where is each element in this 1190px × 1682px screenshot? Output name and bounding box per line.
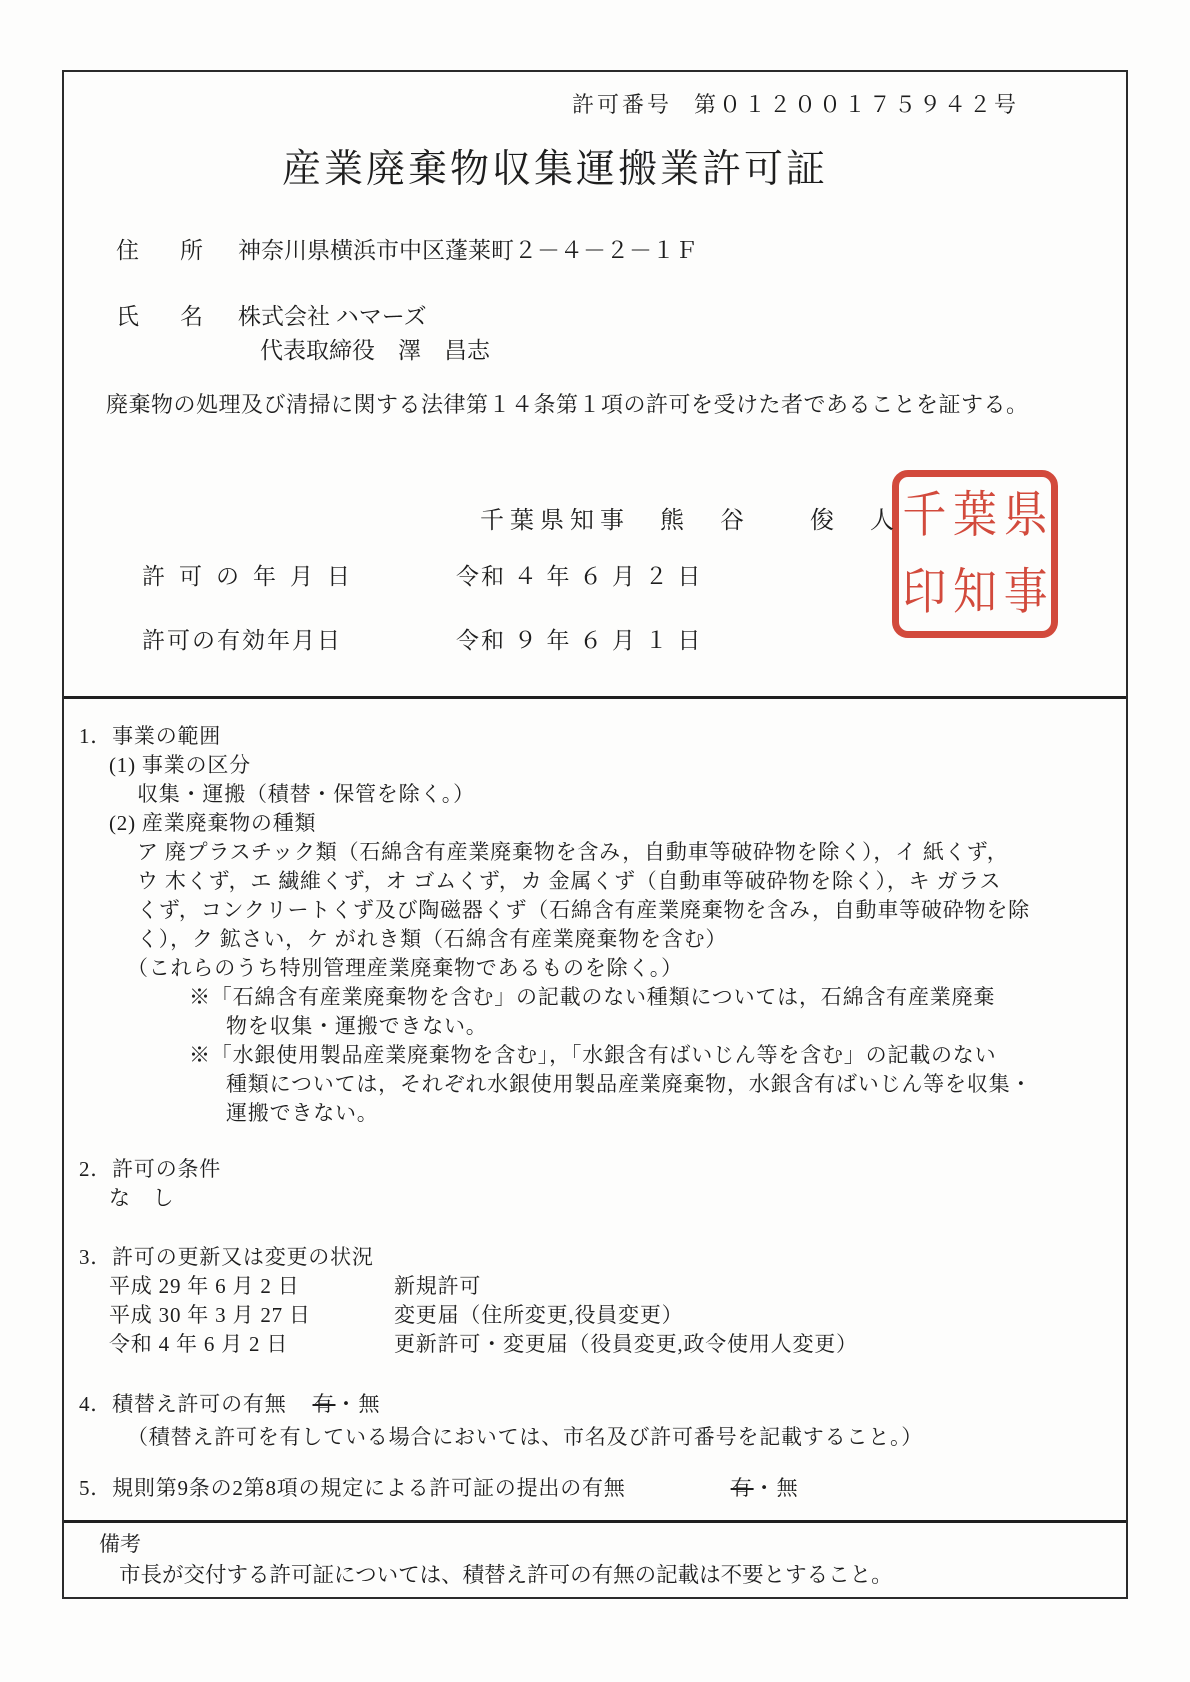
section-business-scope [66, 722, 1124, 1128]
waste-kinds-line: く），ク 鉱さい，ケ がれき類（石綿含有産業廃棄物を含む） [137, 927, 728, 951]
section-divider-top [64, 696, 1126, 699]
section-renewal-history [66, 1243, 1124, 1359]
expiry-date-value: 令和 ９ 年 ６ 月 １ 日 [456, 628, 703, 653]
section3-heading: 3．許可の更新又は変更の状況 [79, 1245, 374, 1269]
section2-heading: 2．許可の条件 [79, 1157, 222, 1181]
waste-kinds-line: ウ 木くず，エ 繊維くず，オ ゴムくず，カ 金属くず（自動車等破砕物を除く），キ ガラス [137, 869, 1002, 893]
waste-kinds-line: くず，コンクリートくず及び陶磁器くず（石綿含有産業廃棄物を含み，自動車等破砕物を除 [137, 898, 1030, 922]
mercury-note-line: 種類については，それぞれ水銀使用製品産業廃棄物，水銀含有ばいじん等を収集・ [226, 1072, 1033, 1096]
section4-note: （積替え許可を有している場合においては、市名及び許可番号を記載すること。） [127, 1425, 924, 1449]
history-desc: 新規許可 [394, 1274, 482, 1298]
section5-heading-row [66, 1474, 1124, 1503]
asbestos-note-line: 物を収集・運搬できない。 [226, 1014, 488, 1038]
seal-char: 葉 [952, 487, 997, 543]
name-label: 氏 名 [116, 304, 212, 329]
section5-options [731, 1476, 800, 1500]
history-date: 平成 29 年 6 月 2 日 [109, 1274, 300, 1298]
document-border-frame [62, 70, 1128, 1599]
section1-sub2-heading: (2) 産業廃棄物の種類 [109, 811, 317, 835]
asbestos-note-line: ※「石綿含有産業廃棄物を含む」の記載のない種類については，石綿含有産業廃棄 [189, 985, 996, 1009]
remarks-section [66, 1530, 1124, 1589]
option-yes-struck: 有 [730, 1476, 754, 1500]
option-yes-struck: 有 [312, 1392, 336, 1416]
governor-seal-stamp [892, 470, 1058, 638]
seal-char: 事 [1003, 564, 1048, 620]
name-value: 株式会社 ハマーズ [238, 304, 427, 329]
certification-statement: 廃棄物の処理及び清掃に関する法律第１４条第１項の許可を受けた者であることを証する。 [106, 392, 1029, 417]
section1-sub1-value: 収集・運搬（積替・保管を除く。） [137, 782, 475, 806]
mercury-note-line: 運搬できない。 [226, 1101, 379, 1125]
section1-sub1-heading: (1) 事業の区分 [109, 753, 251, 777]
remarks-label: 備考 [99, 1532, 141, 1556]
section-permit-conditions [66, 1155, 1124, 1213]
permit-date-label: 許可の年月日 [142, 564, 364, 589]
option-separator: ・ [335, 1392, 359, 1416]
section2-value: な し [109, 1186, 175, 1210]
waste-kinds-line: ア 廃プラスチック類（石綿含有産業廃棄物を含み，自動車等破砕物を除く），イ 紙くず， [137, 840, 1009, 864]
history-desc: 変更届（住所変更,役員変更） [394, 1303, 684, 1327]
name-row [116, 298, 427, 331]
option-no: 無 [358, 1392, 382, 1416]
address-value: 神奈川県横浜市中区蓬莱町２－４－２－１Ｆ [238, 238, 698, 263]
history-date: 令和 4 年 6 月 2 日 [109, 1332, 289, 1356]
option-no: 無 [776, 1476, 800, 1500]
history-row [66, 1330, 1124, 1359]
permit-number-label: 許可番号 [572, 92, 673, 117]
section4-heading: 4．積替え許可の有無 [79, 1392, 287, 1416]
representative-name: 代表取締役 澤 昌志 [260, 338, 490, 363]
permit-number-row [572, 88, 1019, 119]
section4-options [313, 1392, 382, 1416]
permit-number-value: 第０１２００１７５９４２号 [694, 92, 1020, 117]
history-row [66, 1272, 1124, 1301]
permit-date-value: 令和 ４ 年 ６ 月 ２ 日 [456, 564, 703, 589]
document-title: 産業廃棄物収集運搬業許可証 [282, 148, 829, 191]
section4-heading-row [66, 1390, 1124, 1419]
section-transshipment-permit [66, 1390, 1124, 1452]
option-separator: ・ [753, 1476, 777, 1500]
issuer-governor-name: 千葉県知事 熊 谷 俊 人 [480, 508, 900, 534]
history-date: 平成 30 年 3 月 27 日 [109, 1303, 311, 1327]
seal-char: 知 [952, 564, 997, 620]
seal-char: 県 [1003, 487, 1048, 543]
address-label: 住 所 [116, 238, 212, 263]
section-rule9-submission [66, 1474, 1124, 1503]
history-row [66, 1301, 1124, 1330]
section-divider-remarks [64, 1520, 1126, 1523]
seal-char: 印 [902, 564, 947, 620]
seal-char: 千 [902, 487, 947, 543]
section1-heading: 1．事業の範囲 [79, 724, 222, 748]
waste-kinds-line: （これらのうち特別管理産業廃棄物であるものを除く。） [127, 956, 683, 980]
history-desc: 更新許可・変更届（役員変更,政令使用人変更） [394, 1332, 858, 1356]
address-row [116, 232, 698, 265]
expiry-date-label: 許可の有効年月日 [142, 628, 342, 653]
remarks-text: 市長が交付する許可証については、積替え許可の有無の記載は不要とすること。 [119, 1563, 893, 1587]
mercury-note-line: ※「水銀使用製品産業廃棄物を含む」，「水銀含有ばいじん等を含む」の記載のない [189, 1043, 997, 1067]
section5-heading: 5．規則第9条の2第8項の規定による許可証の提出の有無 [79, 1476, 626, 1500]
